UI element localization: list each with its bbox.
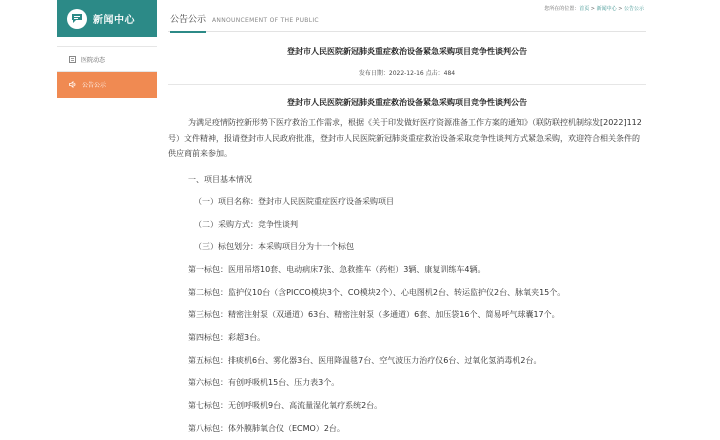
breadcrumb-separator: > [616, 6, 624, 12]
breadcrumb-home-link[interactable]: 首页 [579, 6, 590, 12]
divider [168, 84, 646, 85]
article-meta: 发布日期：2022-12-16 点击：484 [358, 70, 456, 77]
lot-item: 第三标包：精密注射泵（双通道）63台、精密注射泵（多通道）6套、加压袋16个、简易呼气球囊17个。 [188, 310, 560, 319]
project-name: （一）项目名称：登封市人民医院重症医疗设备采购项目 [194, 197, 394, 206]
lot-item: 第六标包：有创呼吸机15台、压力表3个。 [188, 378, 340, 387]
lot-item: 第一标包：医用吊塔10套、电动病床7张、急救推车（药柜）3辆、康复训练车4辆。 [188, 265, 486, 274]
speech-bubble-icon [67, 9, 87, 29]
document-icon [69, 56, 76, 63]
lot-item: 第二标包：监护仪10台（含PICCO模块3个、CO模块2个）、心电图机2台、转运监护仪2台、脉氧夹15个。 [188, 288, 566, 297]
lot-item: 第八标包：体外膜肺氧合仪（ECMO）2台。 [188, 424, 345, 433]
lot-item: 第四标包：彩超3台。 [188, 333, 266, 342]
sidebar-item-announcements[interactable] [57, 72, 157, 98]
lots-intro: （三）标包划分：本采购项目分为十一个标包 [194, 242, 354, 251]
article-intro: 为满足疫情防控新形势下医疗救治工作需求，根据《关于印发做好医疗资源准备工作方案的通知》（联防联控机制综发[2022]112号）文件精神，报请登封市人民政府批准，登封市人民医院新冠肺炎重症救治设备采取竞争性谈判方式紧急采购，欢迎符合相关条件的供应商前来参加。 [168, 118, 642, 158]
article-title: 登封市人民医院新冠肺炎重症救治设备紧急采购项目竞争性谈判公告 [287, 47, 527, 56]
sidebar-title: 新闻中心 [93, 15, 135, 26]
section-heading: 一、项目基本情况 [188, 175, 252, 184]
breadcrumb-prefix: 您所在的位置： [544, 6, 580, 12]
sidebar-item-hospital-news[interactable] [57, 46, 157, 72]
sidebar-header [57, 0, 157, 37]
breadcrumb [544, 5, 644, 12]
breadcrumb-current-link[interactable]: 公告公示 [623, 6, 644, 12]
speaker-icon [69, 81, 77, 88]
sidebar-item-label: 公告公示 [82, 82, 107, 89]
section-title-en: ANNOUNCEMENT OF THE PUBLIC [212, 17, 319, 24]
section-header [168, 0, 646, 32]
section-title-cn: 公告公示 [170, 12, 206, 33]
lot-item: 第五标包：排痰机6台、雾化器3台、医用降温毯7台、空气波压力治疗仪6台、过氧化氢消毒机2台。 [188, 356, 542, 365]
purchase-method: （二）采购方式：竞争性谈判 [194, 220, 298, 229]
lot-item: 第七标包：无创呼吸机9台、高流量湿化氧疗系统2台。 [188, 401, 383, 410]
sidebar-item-label: 医院动态 [81, 56, 106, 64]
section-title [170, 12, 319, 33]
breadcrumb-section-link[interactable]: 新闻中心 [596, 6, 617, 12]
article-body-title: 登封市人民医院新冠肺炎重症救治设备紧急采购项目竞争性谈判公告 [287, 98, 527, 107]
sidebar [57, 0, 157, 98]
breadcrumb-separator: > [589, 6, 597, 12]
